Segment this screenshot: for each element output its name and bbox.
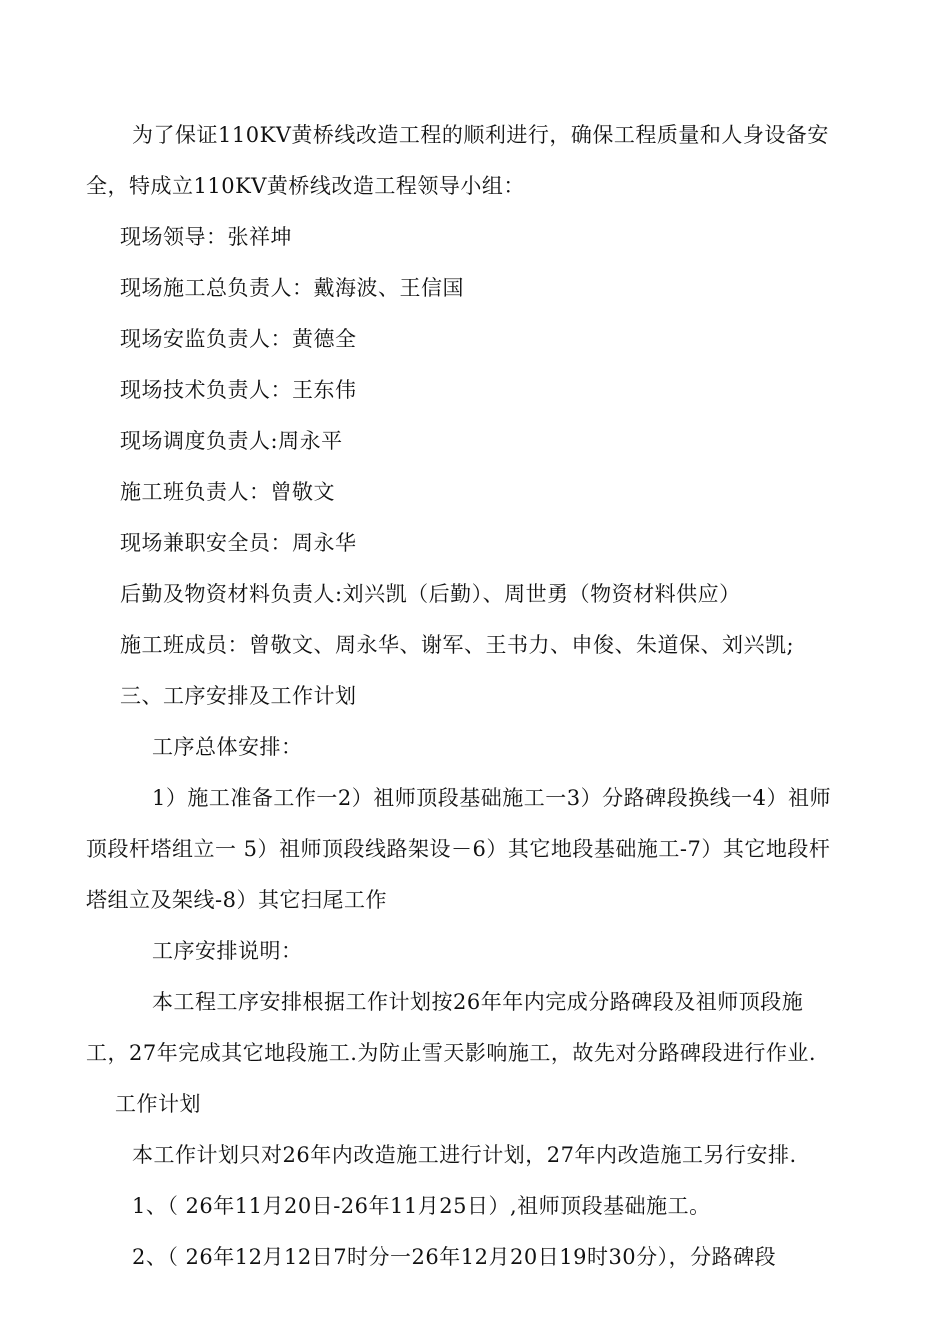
leader-team: 施工班负责人：曾敬文: [120, 480, 335, 504]
explain-heading: 工序安排说明：: [152, 939, 303, 963]
intro-line-2: 全，特成立110KV黄桥线改造工程领导小组：: [86, 174, 525, 198]
leader-technical: 现场技术负责人：王东伟: [120, 378, 357, 402]
intro-line-1: 为了保证110KV黄桥线改造工程的顺利进行，确保工程质量和人身设备安: [132, 123, 829, 147]
plan-item-2: 2、（ 26年12月12日7时分一26年12月20日19时30分），分路碑段: [132, 1245, 777, 1269]
section-heading: 三、工序安排及工作计划: [120, 684, 357, 708]
leader-safety: 现场安监负责人：黄德全: [120, 327, 357, 351]
leader-safety-officer: 现场兼职安全员：周永华: [120, 531, 357, 555]
overall-line-1: 1）施工准备工作一2）祖师顶段基础施工一3）分路碑段换线一4）祖师: [152, 786, 831, 810]
leader-construction-chief: 现场施工总负责人：戴海波、王信国: [120, 276, 464, 300]
leader-onsite: 现场领导：张祥坤: [120, 225, 292, 249]
team-members: 施工班成员：曾敬文、周永华、谢军、王书力、申俊、朱道保、刘兴凯;: [120, 633, 795, 657]
explain-line-1: 本工程工序安排根据工作计划按26年年内完成分路碑段及祖师顶段施: [152, 990, 804, 1014]
explain-line-2: 工，27年完成其它地段施工.为防止雪天影响施工，故先对分路碑段进行作业.: [86, 1041, 817, 1065]
leader-dispatch: 现场调度负责人:周永平: [120, 429, 343, 453]
overall-heading: 工序总体安排：: [152, 735, 303, 759]
plan-item-1: 1、（ 26年11月20日-26年11月25日）,祖师顶段基础施工。: [132, 1194, 711, 1218]
overall-line-2: 顶段杆塔组立一 5）祖师顶段线路架设－6）其它地段基础施工-7）其它地段杆: [86, 837, 831, 861]
overall-line-3: 塔组立及架线-8）其它扫尾工作: [86, 888, 387, 912]
leader-logistics: 后勤及物资材料负责人:刘兴凯（后勤）、周世勇（物资材料供应）: [120, 582, 741, 606]
plan-heading: 工作计划: [115, 1092, 201, 1116]
plan-intro: 本工作计划只对26年内改造施工进行计划，27年内改造施工另行安排.: [132, 1143, 797, 1167]
